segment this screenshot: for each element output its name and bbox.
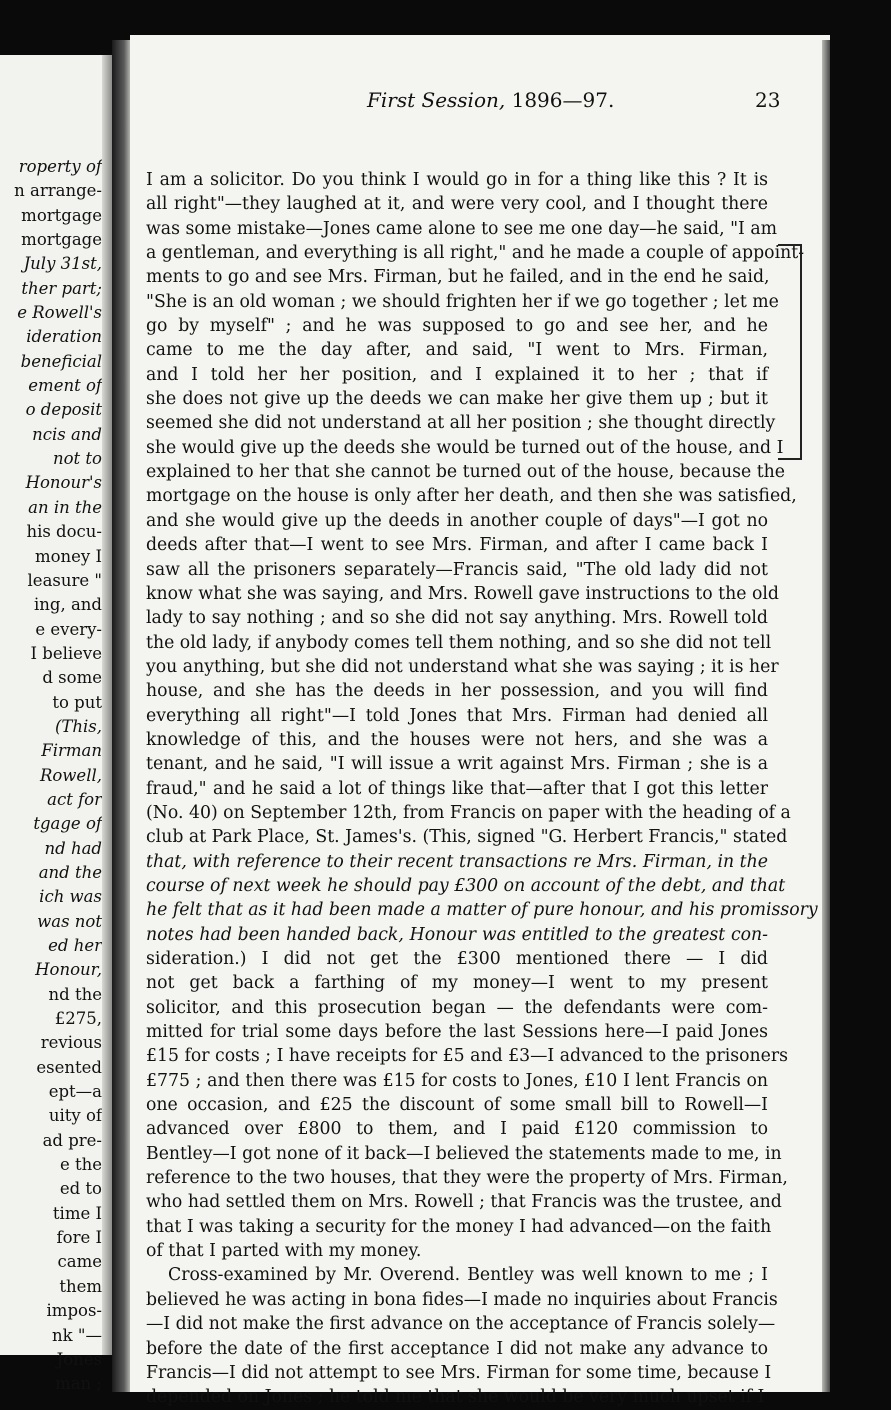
left-page-line: o deposit [25, 400, 102, 420]
text-line: seemed she did not understand at all her position ; she thought directly [146, 413, 776, 434]
left-page-line: an in the [28, 497, 102, 517]
left-page-line: mortgage [21, 205, 102, 225]
text-line: fraud," and he said a lot of things like that—after that I got this letter [146, 778, 768, 799]
left-page-line: ther part; [21, 278, 102, 298]
left-page-line: ement of [28, 376, 102, 396]
text-line: tenant, and he said, "I will issue a writ against Mrs. Firman ; she is a [146, 754, 768, 775]
text-line: £775 ; and then there was £15 for costs to Jones, £10 I lent Francis on [146, 1070, 768, 1091]
text-line: that I was taking a security for the money I had advanced—on the faith [146, 1216, 772, 1237]
left-page-line: Rowell, [39, 765, 102, 785]
text-line: came to me the day after, and said, "I went to Mrs. Firman, [146, 340, 768, 361]
left-page-line: beneficial [20, 351, 102, 371]
left-page-line: leasure " [27, 570, 102, 590]
book-gutter [112, 40, 132, 1392]
left-page-line: not to [52, 449, 102, 469]
text-line: Cross-examined by Mr. Overend. Bentley was well known to me ; I [168, 1265, 768, 1286]
text-line: that, with reference to their recent transactions re Mrs. Firman, in the [146, 851, 768, 872]
left-page-line: ed to [59, 1179, 102, 1199]
text-line: she does not give up the deeds we can make her give them up ; but it [146, 389, 768, 410]
left-page-line: uity of [48, 1106, 102, 1126]
text-line: £15 for costs ; I have receipts for £5 and £3—I advanced to the prisoners [146, 1046, 789, 1067]
text-line: lady to say nothing ; and so she did not say anything. Mrs. Rowell told [146, 608, 768, 629]
left-page-line: ed her [48, 936, 102, 955]
text-line: go by myself" ; and he was supposed to go and see her, and he [146, 316, 768, 337]
left-page-line: nd had [44, 838, 102, 858]
left-page-line: d some [42, 668, 102, 688]
left-page-line: nk "— [52, 1325, 102, 1345]
text-line: Francis—I did not attempt to see Mrs. Firman for some time, because I [146, 1362, 772, 1383]
text-line: he felt that as it had been made a matter of pure honour, and his promissory [146, 900, 818, 921]
running-title [367, 88, 614, 118]
left-page-text [0, 155, 102, 1397]
running-title-session: First Session, [367, 88, 506, 112]
left-page-line: time I [52, 1203, 102, 1223]
text-line: and I told her her position, and I explained it to her ; that if [146, 364, 768, 385]
left-page-line: Honour, [35, 960, 102, 980]
text-line: and she would give up the deeds in another couple of days"—I got no [146, 510, 768, 531]
text-line: sideration.) I did not get the £300 mentioned there — I did [146, 949, 768, 969]
text-line: house, and she has the deeds in her possession, and you will find [146, 681, 768, 702]
left-page-line: impos- [46, 1301, 102, 1321]
left-page-line: e every- [35, 619, 102, 639]
text-line: club at Park Place, St. James's. (This, signed "G. Herbert Francis," stated [146, 827, 788, 848]
text-line: —I did not make the first advance on the acceptance of Francis solely— [146, 1314, 776, 1335]
left-page-line: £275, [54, 1009, 102, 1029]
text-line: course of next week he should pay £300 on account of the debt, and that [146, 875, 786, 896]
left-page-line: ept—a [48, 1082, 102, 1102]
left-page-line: his docu- [26, 522, 102, 542]
text-line: Bentley—I got none of it back—I believed the statements made to me, in [146, 1143, 782, 1164]
text-line: mitted for trial some days before the last Sessions here—I paid Jones [146, 1022, 768, 1043]
left-page-line: n arrange- [14, 181, 102, 201]
left-page-line: to put [52, 692, 102, 712]
left-page-line: ad pre- [42, 1130, 102, 1150]
text-line: (No. 40) on September 12th, from Francis on paper with the heading of a [146, 802, 791, 823]
left-page-line: them [59, 1276, 102, 1296]
text-line: advanced over £800 to them, and I paid £120 commission to [146, 1119, 768, 1140]
left-page-line: and the [38, 862, 102, 882]
text-line: ments to go and see Mrs. Firman, but he failed, and in the end he said, [146, 267, 770, 288]
left-page-line: man ; [55, 1374, 102, 1394]
margin-pencil-bracket [778, 244, 802, 460]
text-line: I am a solicitor. Do you think I would go in for a thing like this ? It is [146, 170, 768, 190]
text-line: explained to her that she cannot be turned out of the house, because the [146, 462, 786, 483]
left-page-line: I believe [30, 643, 102, 663]
left-page-line: Jones [56, 1349, 102, 1369]
text-line: solicitor, and this prosecution began — the defendants were com- [146, 997, 768, 1018]
text-line: she would give up the deeds she would be turned out of the house, and I [146, 437, 784, 458]
page-number: 23 [755, 88, 781, 112]
left-page-line: revious [40, 1033, 102, 1053]
left-page-line: esented [36, 1057, 102, 1077]
text-line: notes had been handed back, Honour was entitled to the greatest con- [146, 924, 768, 945]
left-page-line: act for [47, 789, 102, 809]
text-line: reference to the two houses, that they were the property of Mrs. Firman, [146, 1168, 788, 1189]
text-line: mortgage on the house is only after her death, and then she was satisfied, [146, 486, 797, 507]
text-line: "She is an old woman ; we should frighten her if we go together ; let me [146, 291, 779, 312]
left-page-line: ich was [39, 887, 102, 907]
text-line: believed he was acting in bona fides—I made no inquiries about Francis [146, 1289, 778, 1310]
text-line: not get back a farthing of my money—I went to my present [146, 973, 768, 994]
text-line: who had settled them on Mrs. Rowell ; that Francis was the trustee, and [146, 1192, 782, 1213]
text-line: depended on Jones ; he told me that she would be very much upset if I [146, 1387, 765, 1408]
left-page-edge [102, 55, 112, 1355]
left-facing-page [0, 55, 112, 1394]
left-page-line: was not [37, 911, 102, 931]
text-line: the old lady, if anybody comes tell them nothing, and so she did not tell [146, 632, 772, 653]
text-line: saw all the prisoners separately—Francis said, "The old lady did not [146, 559, 768, 580]
left-page-line: Firman [41, 741, 102, 761]
right-page-edge [822, 40, 830, 1392]
left-page-line: e Rowell's [17, 303, 102, 323]
left-page-line: nd the [48, 984, 102, 1004]
text-line: all right"—they laughed at it, and were very cool, and I thought there [146, 194, 768, 215]
text-line: one occasion, and £25 the discount of some small bill to Rowell—I [146, 1095, 768, 1116]
running-title-years: 1896—97. [505, 88, 615, 112]
left-page-line: fore I [56, 1228, 102, 1248]
left-page-line: came [57, 1252, 102, 1272]
body-text [146, 168, 818, 1410]
left-page-line: ncis and [32, 424, 102, 444]
left-page-line: ideration [26, 327, 102, 347]
left-page-line: tgage of [33, 814, 102, 834]
text-line: a gentleman, and everything is all right," and he made a couple of appoint- [146, 243, 805, 264]
text-line: of that I parted with my money. [146, 1241, 422, 1262]
left-page-line: mortgage [21, 230, 102, 250]
text-line: was some mistake—Jones came alone to see me one day—he said, "I am [146, 218, 778, 239]
left-page-line: e the [59, 1155, 102, 1175]
left-page-line: ing, and [34, 595, 102, 615]
text-line: deeds after that—I went to see Mrs. Firman, and after I came back I [146, 535, 768, 556]
text-line: knowledge of this, and the houses were not hers, and she was a [146, 729, 768, 750]
text-line: know what she was saying, and Mrs. Rowell gave instructions to the old [146, 583, 779, 604]
left-page-line: July 31st, [23, 254, 102, 274]
left-page-line: roperty of [18, 157, 102, 176]
text-line: before the date of the first acceptance I did not make any advance to [146, 1338, 768, 1359]
left-page-line: (This, [54, 716, 102, 736]
left-page-line: Honour's [25, 473, 102, 493]
text-line: you anything, but she did not understand what she was saying ; it is her [146, 656, 779, 677]
left-page-line: money I [34, 546, 102, 566]
text-line: everything all right"—I told Jones that Mrs. Firman had denied all [146, 705, 768, 726]
